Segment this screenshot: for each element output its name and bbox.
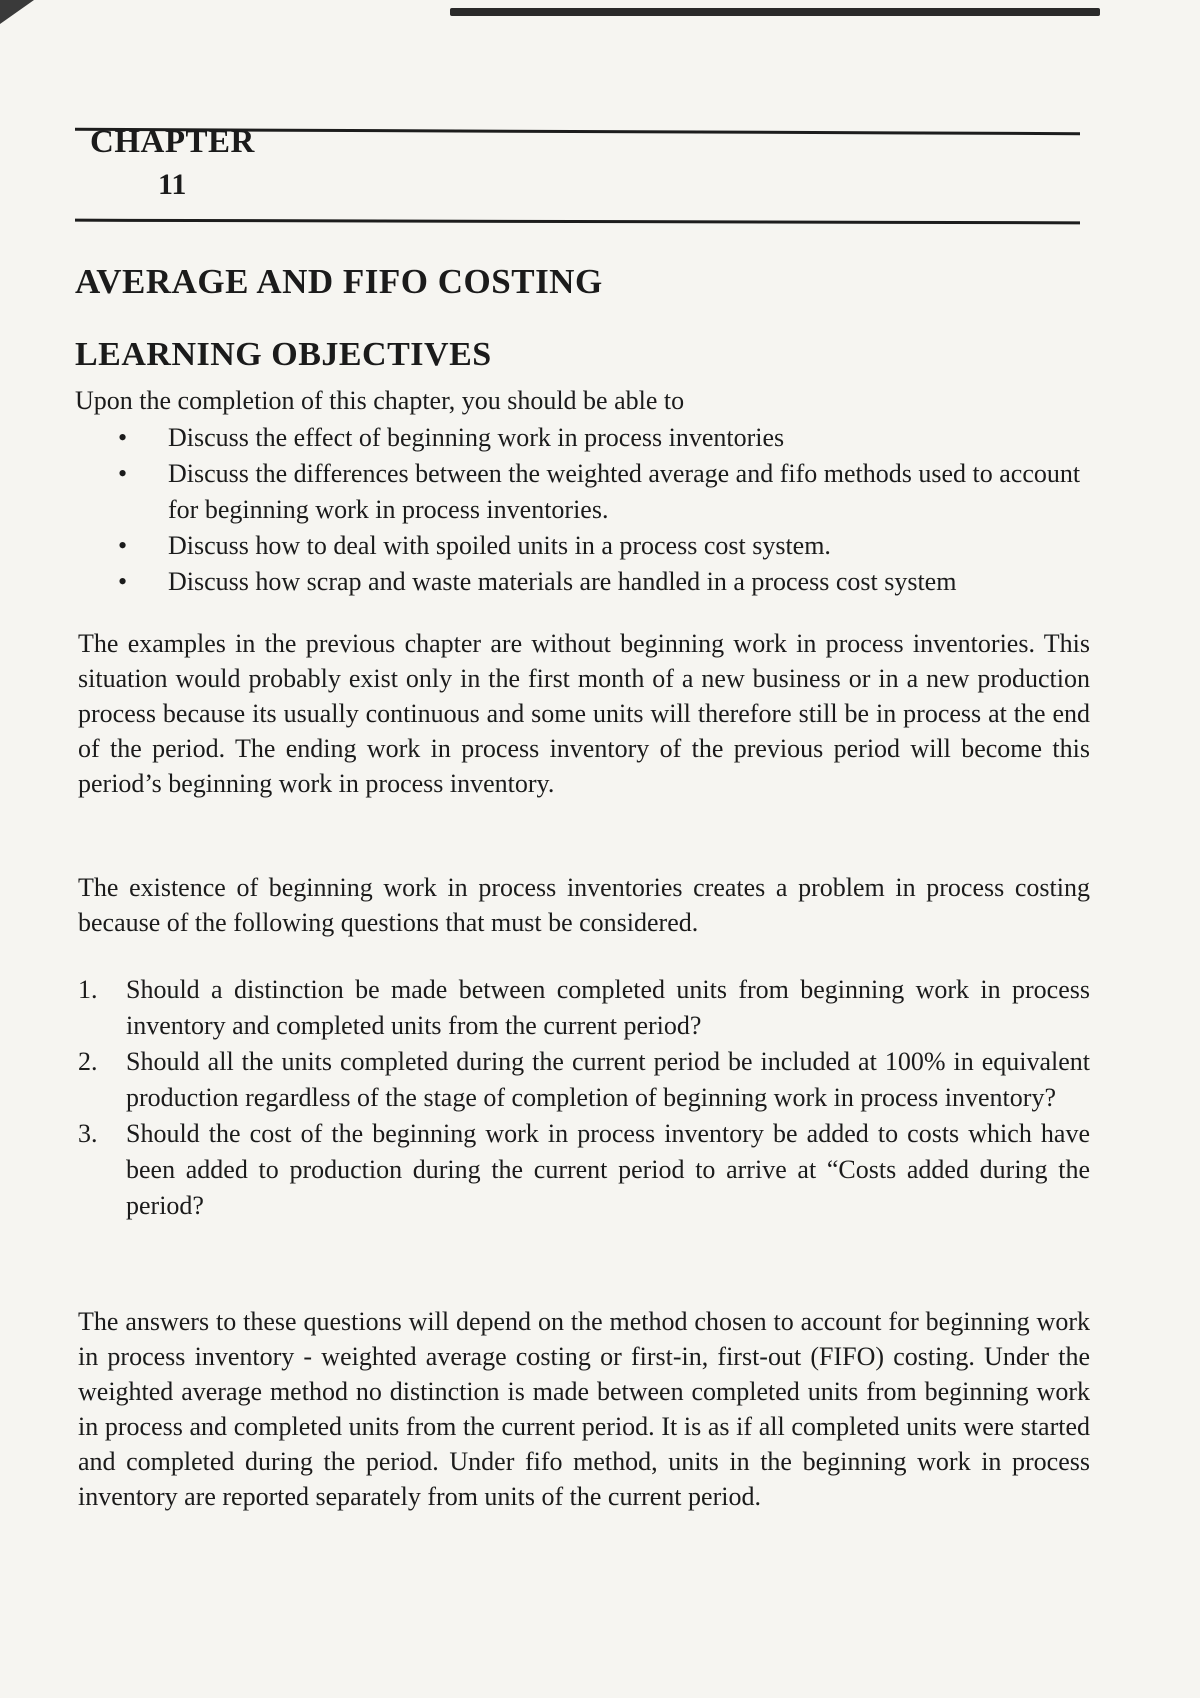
chapter-label: CHAPTER — [90, 124, 255, 160]
question-item — [78, 1044, 1090, 1116]
objective-item: • Discuss how scrap and waste materials are handled in a process cost system — [110, 564, 1100, 600]
objective-item: • Discuss the differences between the weighted average and fifo methods used to account for beginning work in process inventories. — [110, 456, 1100, 528]
chapter-number: 11 — [158, 168, 187, 201]
chapter-title: AVERAGE AND FIFO COSTING — [75, 262, 603, 301]
questions-list — [78, 972, 1090, 1224]
header-bottom-rule — [75, 219, 1080, 225]
question-text: Should all the units completed during the current period be included at 100% in equivalent production regardless of the stage of completion of beginning work in process inventory? — [126, 1047, 1090, 1112]
objectives-heading: LEARNING OBJECTIVES — [75, 336, 492, 373]
question-text: Should the cost of the beginning work in process inventory be added to costs which have been added to production during the current period to arrive at “Costs added during the period? — [126, 1119, 1090, 1220]
objective-item: • Discuss the effect of beginning work in process inventories — [110, 420, 1100, 456]
question-number: 3. — [78, 1119, 98, 1148]
question-item — [78, 1116, 1090, 1224]
scan-edge-mark — [450, 8, 1100, 16]
paragraph-methods: The answers to these questions will depend on the method chosen to account for beginning work in process inventory - weighted average costing or first-in, first-out (FIFO) costing. Under the weighted average method no distinction is made between completed units from beginning work in process and completed units from the current period. It is as if all completed units were started and completed during the period. Under fifo method, units in the beginning work in process inventory are reported separately from units of the current period. — [78, 1307, 1090, 1511]
objective-item: • Discuss how to deal with spoiled units in a process cost system. — [110, 528, 1100, 564]
question-number: 2. — [78, 1047, 98, 1076]
paragraph-problem: The existence of beginning work in process inventories creates a problem in process costing because of the following questions that must be considered. — [78, 873, 1090, 937]
objectives-intro: Upon the completion of this chapter, you should be able to — [75, 386, 685, 415]
objectives-list — [110, 420, 1100, 600]
paragraph-intro: The examples in the previous chapter are without beginning work in process inventories. This situation would probably exist only in the first month of a new business or in a new production process because its usually continuous and some units will therefore still be in process at the end of the period. The ending work in process inventory of the previous period will become this period’s beginning work in process inventory. — [78, 629, 1090, 798]
question-number: 1. — [78, 975, 98, 1004]
question-text: Should a distinction be made between completed units from beginning work in process inventory and completed units from the current period? — [126, 975, 1090, 1040]
scan-corner-mark — [0, 0, 34, 24]
question-item — [78, 972, 1090, 1044]
